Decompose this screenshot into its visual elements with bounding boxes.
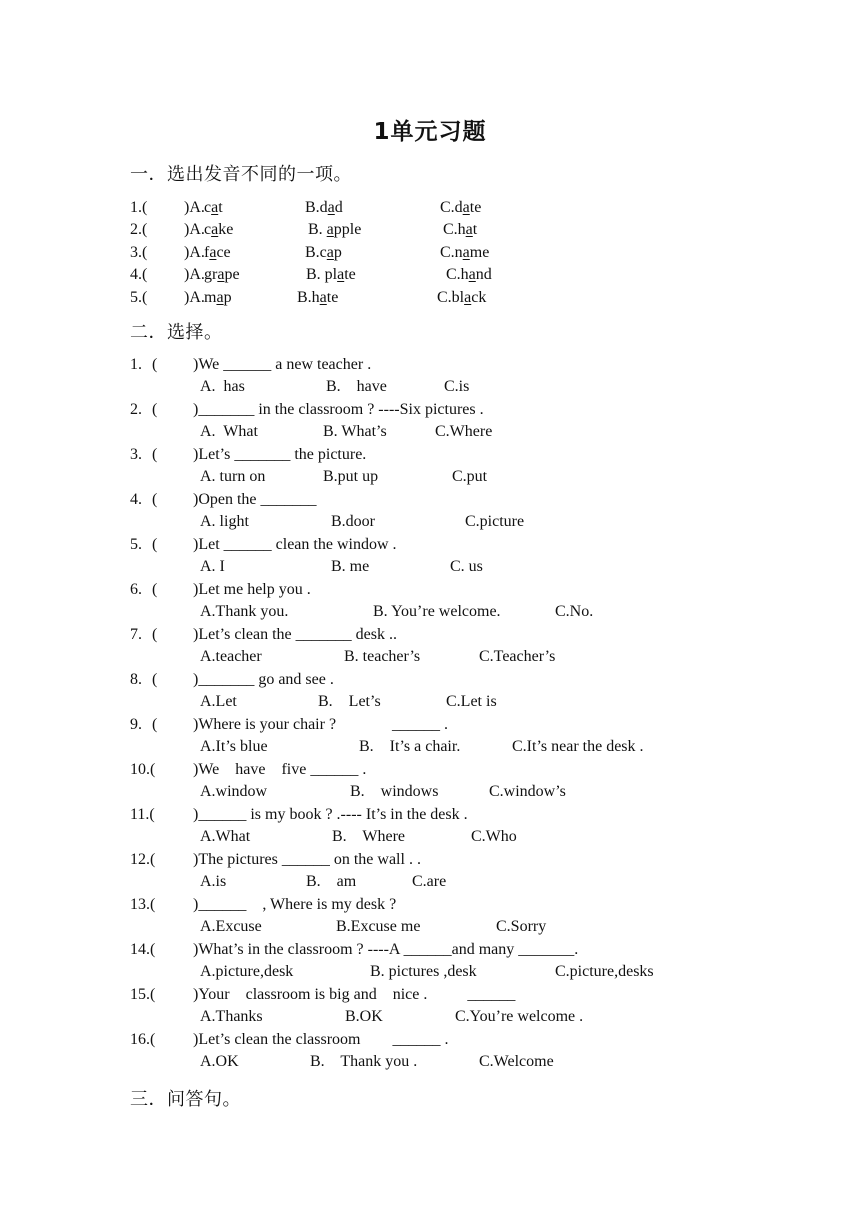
question-number: 1. bbox=[130, 356, 142, 373]
word-part: p bbox=[333, 244, 342, 261]
word-part: gr bbox=[204, 266, 218, 283]
answer-paren: ( bbox=[152, 401, 158, 418]
question-row bbox=[0, 579, 860, 601]
option-c-word bbox=[446, 264, 492, 286]
option-b: B. me bbox=[331, 558, 370, 575]
question-number: 10.( bbox=[130, 761, 156, 778]
option-a-word bbox=[204, 219, 233, 241]
word-part: t bbox=[218, 199, 223, 216]
word-part: C.n bbox=[440, 244, 463, 261]
option-b-word bbox=[306, 264, 356, 286]
option-a: A.Thanks bbox=[200, 1008, 263, 1025]
answer-paren: )A. bbox=[184, 199, 205, 216]
options-row bbox=[0, 421, 860, 443]
option-c: C.Sorry bbox=[496, 918, 547, 935]
option-c: C.Who bbox=[471, 828, 517, 845]
option-b: B.OK bbox=[345, 1008, 383, 1025]
option-a-word bbox=[204, 242, 231, 264]
question-text: )_______ go and see . bbox=[193, 671, 334, 688]
option-c: C.You’re welcome . bbox=[455, 1008, 584, 1025]
word-part: C.bl bbox=[437, 289, 465, 306]
answer-paren: )A. bbox=[184, 244, 205, 261]
options-row bbox=[0, 376, 860, 398]
option-b: B. Let’s bbox=[318, 693, 381, 710]
answer-paren: ( bbox=[152, 671, 158, 688]
option-a: A.is bbox=[200, 873, 227, 890]
underlined-letter: a bbox=[462, 244, 470, 261]
option-b: B. What’s bbox=[323, 423, 387, 440]
underlined-letter: a bbox=[217, 266, 225, 283]
options-row bbox=[0, 961, 860, 983]
option-b-word bbox=[305, 197, 343, 219]
underlined-letter: a bbox=[209, 244, 217, 261]
underlined-letter: a bbox=[468, 266, 476, 283]
word-part: C.h bbox=[443, 221, 466, 238]
word-part: te bbox=[344, 266, 356, 283]
question-number: 9. bbox=[130, 716, 142, 733]
options-row bbox=[0, 691, 860, 713]
option-c: C.It’s near the desk . bbox=[512, 738, 644, 755]
option-a: A. I bbox=[200, 558, 225, 575]
option-b-word bbox=[308, 219, 361, 241]
question-row bbox=[0, 759, 860, 781]
option-b: B. Thank you . bbox=[310, 1053, 418, 1070]
word-part: pple bbox=[333, 221, 362, 238]
question-row bbox=[0, 714, 860, 736]
question-row bbox=[0, 984, 860, 1006]
underlined-letter: a bbox=[464, 289, 472, 306]
section-heading-qa: 三．问答句。 bbox=[130, 1089, 241, 1110]
word-part: B.h bbox=[297, 289, 320, 306]
phonics-row bbox=[0, 242, 860, 264]
question-number: 16.( bbox=[130, 1031, 156, 1048]
option-c-word bbox=[437, 287, 486, 309]
option-a: A. has bbox=[200, 378, 245, 395]
option-b: B. It’s a chair. bbox=[359, 738, 461, 755]
phonics-row bbox=[0, 287, 860, 309]
question-number: 11.( bbox=[130, 806, 155, 823]
word-part: p bbox=[223, 289, 232, 306]
question-row bbox=[0, 489, 860, 511]
option-a: A.What bbox=[200, 828, 251, 845]
option-a: A.Excuse bbox=[200, 918, 262, 935]
option-b: B. have bbox=[326, 378, 387, 395]
question-row bbox=[0, 894, 860, 916]
answer-paren: ( bbox=[152, 581, 158, 598]
question-number: 2. bbox=[130, 401, 142, 418]
option-a-word bbox=[204, 287, 232, 309]
answer-paren: )A. bbox=[184, 289, 205, 306]
option-c-word bbox=[440, 242, 489, 264]
word-part: c bbox=[204, 221, 212, 238]
option-c: C.window’s bbox=[489, 783, 566, 800]
option-c: C.are bbox=[412, 873, 447, 890]
section-heading-choice: 二．选择。 bbox=[130, 322, 223, 343]
option-c: C.Let is bbox=[446, 693, 497, 710]
question-text: )Let’s _______ the picture. bbox=[193, 446, 367, 463]
word-part: B.d bbox=[305, 199, 328, 216]
option-b: B.Excuse me bbox=[336, 918, 421, 935]
question-row bbox=[0, 804, 860, 826]
option-c: C.Welcome bbox=[479, 1053, 554, 1070]
option-b: B. teacher’s bbox=[344, 648, 421, 665]
underlined-letter: a bbox=[326, 221, 334, 238]
question-number: 13.( bbox=[130, 896, 156, 913]
answer-paren: ( bbox=[152, 536, 158, 553]
option-a: A.Thank you. bbox=[200, 603, 289, 620]
option-b-word bbox=[305, 242, 342, 264]
option-c-word bbox=[440, 197, 481, 219]
option-c: C.picture,desks bbox=[555, 963, 654, 980]
word-part: pe bbox=[224, 266, 240, 283]
word-part: c bbox=[204, 199, 212, 216]
answer-paren: ( bbox=[152, 716, 158, 733]
question-text: )Let’s clean the classroom ______ . bbox=[193, 1031, 449, 1048]
option-a: A.teacher bbox=[200, 648, 262, 665]
question-text: )_______ in the classroom ? ----Six pictures . bbox=[193, 401, 484, 418]
options-row bbox=[0, 601, 860, 623]
question-row bbox=[0, 849, 860, 871]
answer-paren: )A. bbox=[184, 221, 205, 238]
options-row bbox=[0, 916, 860, 938]
underlined-letter: a bbox=[337, 266, 345, 283]
option-c: C.put bbox=[452, 468, 488, 485]
question-number: 7. bbox=[130, 626, 142, 643]
option-c: C. us bbox=[450, 558, 483, 575]
question-text: )Let ______ clean the window . bbox=[193, 536, 397, 553]
word-part: B.c bbox=[305, 244, 327, 261]
underlined-letter: a bbox=[462, 199, 470, 216]
option-a: A.window bbox=[200, 783, 268, 800]
option-b: B. You’re welcome. bbox=[373, 603, 501, 620]
options-row bbox=[0, 826, 860, 848]
word-part: m bbox=[204, 289, 217, 306]
item-number: 4.( bbox=[130, 266, 148, 283]
question-text: )______ is my book ? .---- It’s in the desk . bbox=[193, 806, 468, 823]
question-text: )Open the _______ bbox=[193, 491, 317, 508]
question-row bbox=[0, 939, 860, 961]
options-row bbox=[0, 511, 860, 533]
option-c: C.is bbox=[444, 378, 470, 395]
underlined-letter: a bbox=[326, 244, 334, 261]
underlined-letter: a bbox=[211, 199, 219, 216]
question-number: 15.( bbox=[130, 986, 156, 1003]
word-part: C.h bbox=[446, 266, 469, 283]
underlined-letter: a bbox=[319, 289, 327, 306]
option-a: A.OK bbox=[200, 1053, 239, 1070]
option-a: A. light bbox=[200, 513, 249, 530]
question-number: 5. bbox=[130, 536, 142, 553]
options-row bbox=[0, 781, 860, 803]
question-text: )What’s in the classroom ? ----A ______and many _______. bbox=[193, 941, 579, 958]
word-part: C.d bbox=[440, 199, 463, 216]
answer-paren: ( bbox=[152, 446, 158, 463]
option-c: C.picture bbox=[465, 513, 525, 530]
question-number: 12.( bbox=[130, 851, 156, 868]
section-heading-phonics: 一．选出发音不同的一项。 bbox=[130, 164, 352, 185]
underlined-letter: a bbox=[216, 289, 224, 306]
option-a: A.It’s blue bbox=[200, 738, 268, 755]
option-b: B. Where bbox=[332, 828, 406, 845]
underlined-letter: a bbox=[327, 199, 335, 216]
item-number: 5.( bbox=[130, 289, 148, 306]
question-text: )Your classroom is big and nice . ______ bbox=[193, 986, 516, 1003]
option-c: C.Teacher’s bbox=[479, 648, 556, 665]
item-number: 2.( bbox=[130, 221, 148, 238]
question-text: )Where is your chair ? ______ . bbox=[193, 716, 449, 733]
question-text: )The pictures ______ on the wall . . bbox=[193, 851, 421, 868]
item-number: 1.( bbox=[130, 199, 148, 216]
options-row bbox=[0, 1051, 860, 1073]
options-row bbox=[0, 556, 860, 578]
question-text: )______ , Where is my desk ? bbox=[193, 896, 397, 913]
option-b: B. pictures ,desk bbox=[370, 963, 477, 980]
word-part: B. bbox=[308, 221, 327, 238]
underlined-letter: a bbox=[465, 221, 473, 238]
option-a: A. turn on bbox=[200, 468, 266, 485]
question-row bbox=[0, 669, 860, 691]
question-row bbox=[0, 534, 860, 556]
word-part: d bbox=[334, 199, 343, 216]
question-row bbox=[0, 1029, 860, 1051]
question-text: )We ______ a new teacher . bbox=[193, 356, 372, 373]
word-part: ck bbox=[471, 289, 487, 306]
option-b: B. windows bbox=[350, 783, 439, 800]
question-row bbox=[0, 444, 860, 466]
option-b-word bbox=[297, 287, 338, 309]
word-part: nd bbox=[475, 266, 492, 283]
phonics-row bbox=[0, 219, 860, 241]
question-number: 3. bbox=[130, 446, 142, 463]
answer-paren: ( bbox=[152, 491, 158, 508]
options-row bbox=[0, 736, 860, 758]
answer-paren: ( bbox=[152, 356, 158, 373]
question-text: )Let’s clean the _______ desk .. bbox=[193, 626, 397, 643]
question-number: 6. bbox=[130, 581, 142, 598]
option-c-word bbox=[443, 219, 477, 241]
option-b: B.put up bbox=[323, 468, 379, 485]
answer-paren: )A. bbox=[184, 266, 205, 283]
option-a: A.picture,desk bbox=[200, 963, 294, 980]
option-a: A.Let bbox=[200, 693, 237, 710]
option-a-word bbox=[204, 197, 223, 219]
question-number: 14.( bbox=[130, 941, 156, 958]
underlined-letter: a bbox=[211, 221, 219, 238]
options-row bbox=[0, 1006, 860, 1028]
question-text: )Let me help you . bbox=[193, 581, 311, 598]
word-part: te bbox=[326, 289, 339, 306]
phonics-row bbox=[0, 264, 860, 286]
option-c: C.Where bbox=[435, 423, 493, 440]
worksheet-title: 1单元习题 bbox=[373, 119, 487, 145]
option-b: B. am bbox=[306, 873, 357, 890]
question-number: 4. bbox=[130, 491, 142, 508]
word-part: f bbox=[204, 244, 210, 261]
phonics-row bbox=[0, 197, 860, 219]
answer-paren: ( bbox=[152, 626, 158, 643]
word-part: B. pl bbox=[306, 266, 338, 283]
options-row bbox=[0, 646, 860, 668]
word-part: ke bbox=[218, 221, 234, 238]
option-a-word bbox=[204, 264, 240, 286]
word-part: te bbox=[469, 199, 482, 216]
question-number: 8. bbox=[130, 671, 142, 688]
question-row bbox=[0, 354, 860, 376]
question-text: )We have five ______ . bbox=[193, 761, 367, 778]
word-part: ce bbox=[216, 244, 231, 261]
word-part: me bbox=[469, 244, 490, 261]
option-a: A. What bbox=[200, 423, 258, 440]
option-c: C.No. bbox=[555, 603, 594, 620]
options-row bbox=[0, 466, 860, 488]
options-row bbox=[0, 871, 860, 893]
item-number: 3.( bbox=[130, 244, 148, 261]
question-row bbox=[0, 624, 860, 646]
word-part: t bbox=[472, 221, 478, 238]
question-row bbox=[0, 399, 860, 421]
option-b: B.door bbox=[331, 513, 375, 530]
